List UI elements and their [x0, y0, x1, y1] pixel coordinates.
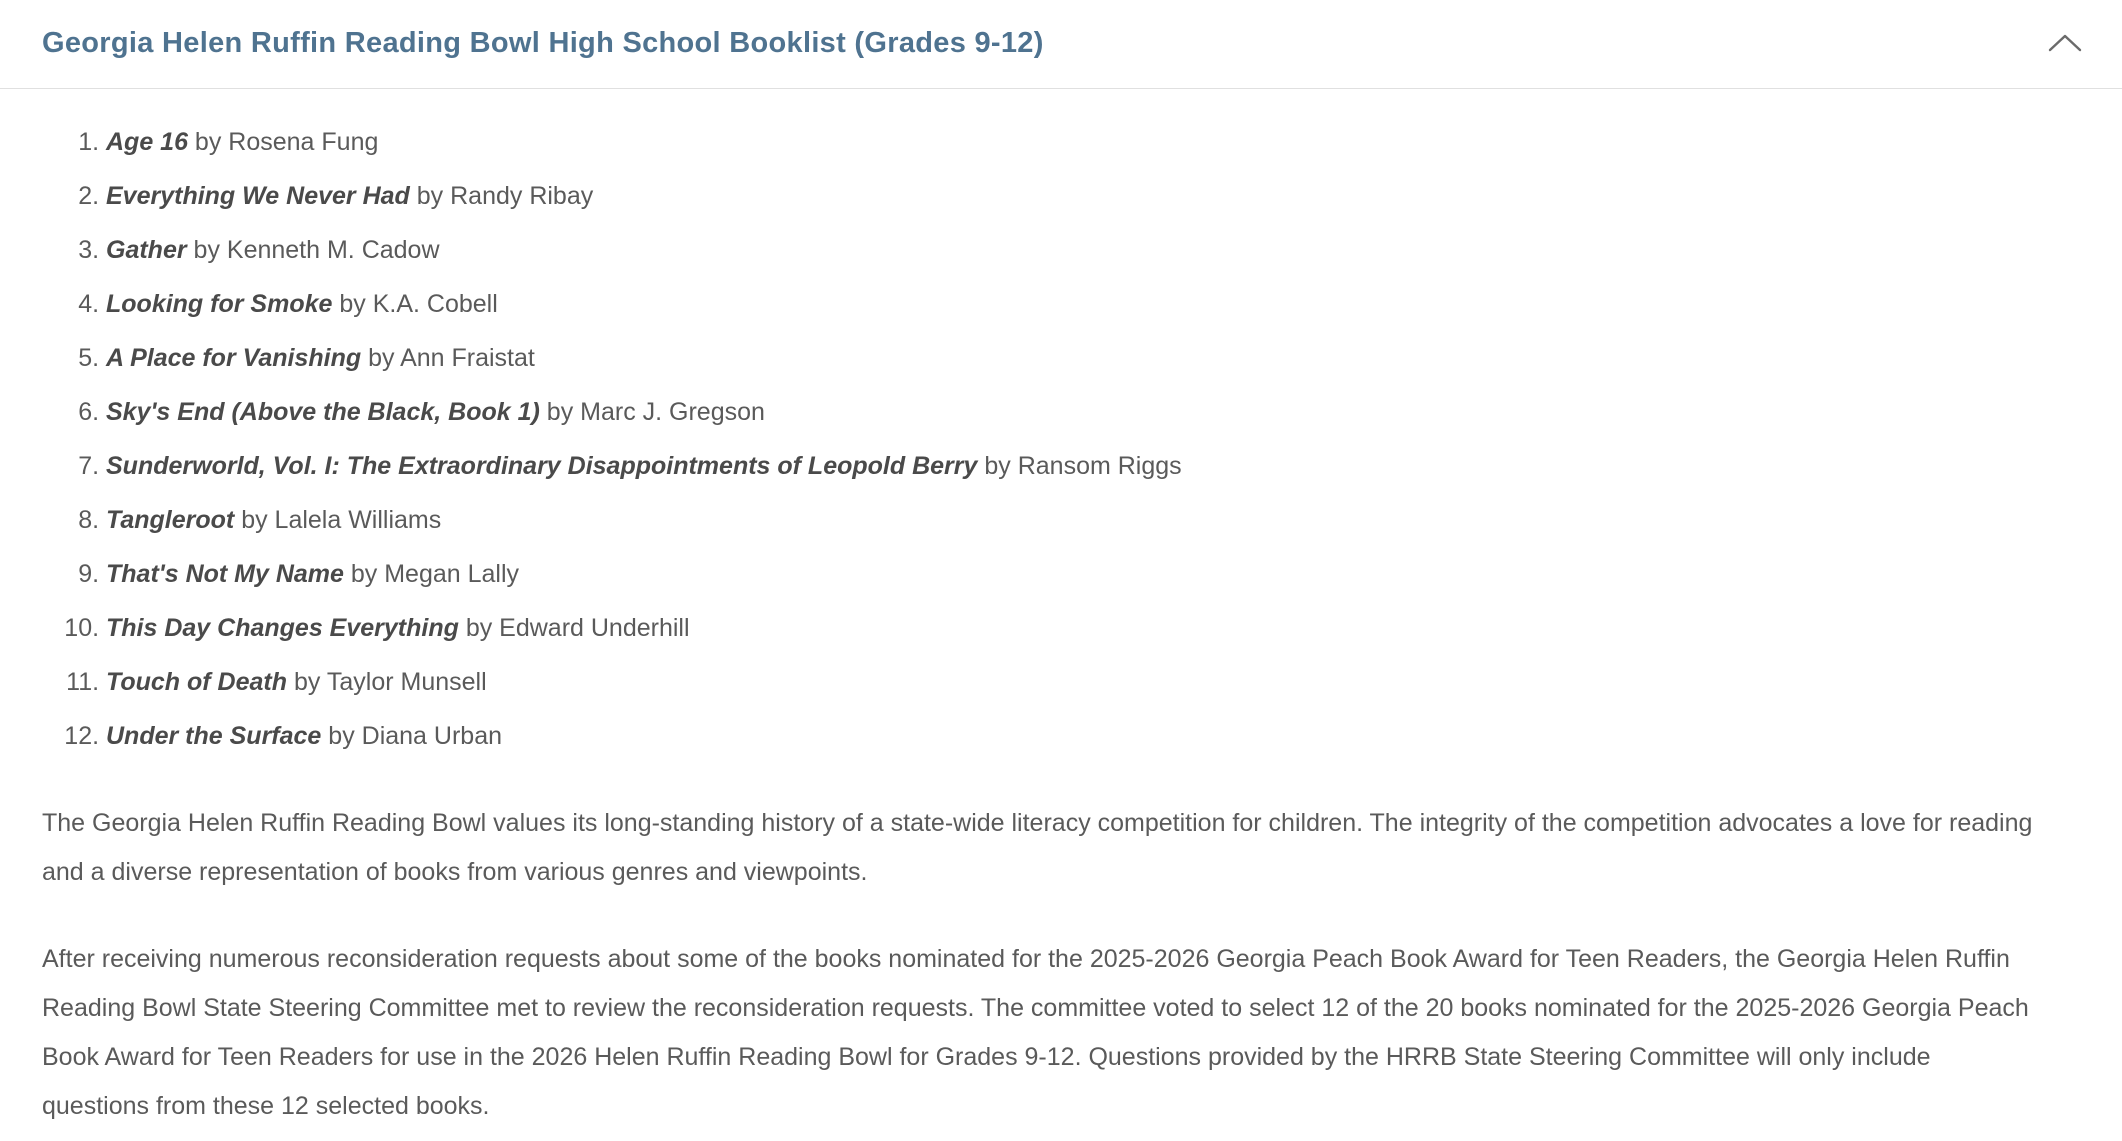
book-author: by Diana Urban [321, 722, 502, 750]
list-item [106, 331, 2080, 385]
book-author: by Edward Underhill [458, 614, 690, 642]
book-title: Sunderworld, Vol. I: The Extraordinary Disappointments of Leopold Berry [106, 452, 978, 480]
book-author: by K.A. Cobell [332, 290, 498, 318]
book-title: Age 16 [106, 128, 188, 156]
chevron-up-icon [2048, 33, 2082, 53]
list-item [106, 439, 2080, 493]
book-title: Sky's End (Above the Black, Book 1) [106, 398, 540, 426]
book-title: That's Not My Name [106, 560, 344, 588]
book-author: by Ann Fraistat [361, 344, 535, 372]
book-author: by Rosena Fung [187, 128, 379, 156]
book-author: by Lalela Williams [234, 506, 442, 534]
book-author: by Megan Lally [343, 560, 520, 588]
list-item [106, 385, 2080, 439]
list-item [106, 169, 2080, 223]
list-item [106, 115, 2080, 169]
book-title: Everything We Never Had [106, 182, 410, 210]
panel-header[interactable] [0, 0, 2122, 89]
list-item [106, 277, 2080, 331]
booklist [42, 115, 2080, 763]
panel-body [0, 89, 2122, 1141]
intro-paragraph: The Georgia Helen Ruffin Reading Bowl values its long-standing history of a state-wide literacy competition for children. The integrity of the competition advocates a love for reading and a diverse representation of books from various genres and viewpoints. [42, 809, 2033, 886]
book-title: Looking for Smoke [106, 290, 333, 318]
book-title: Under the Surface [106, 722, 322, 750]
committee-paragraph: After receiving numerous reconsideration requests about some of the books nominated for the 2025-2026 Georgia Peach Book Award for Teen Readers, the Georgia Helen Ruffin Reading Bowl State Steering Committee met to review the reconsideration requests. The committee voted to select 12 of the 20 books nominated for the 2025-2026 Georgia Peach Book Award for Teen Readers for use in the 2026 Helen Ruffin Reading Bowl for Grades 9-12. Questions provided by the HRRB State Steering Committee will only include questions from these 12 selected books. [42, 945, 2029, 1120]
book-author: by Randy Ribay [409, 182, 594, 210]
page-title: Georgia Helen Ruffin Reading Bowl High School Booklist (Grades 9-12) [42, 26, 1044, 59]
book-author: by Ransom Riggs [977, 452, 1182, 480]
book-author: by Kenneth M. Cadow [186, 236, 440, 264]
book-author: by Taylor Munsell [287, 668, 487, 696]
list-item [106, 547, 2080, 601]
intro-paragraph-block [42, 799, 2080, 897]
book-title: Touch of Death [106, 668, 288, 696]
collapse-toggle-button[interactable] [2042, 20, 2088, 66]
book-title: A Place for Vanishing [106, 344, 362, 372]
book-author: by Marc J. Gregson [539, 398, 765, 426]
committee-paragraph-block [42, 935, 2080, 1131]
list-item [106, 709, 2080, 763]
list-item [106, 655, 2080, 709]
list-item [106, 223, 2080, 277]
book-title: Tangleroot [106, 506, 235, 534]
list-item [106, 601, 2080, 655]
book-title: This Day Changes Everything [106, 614, 459, 642]
book-title: Gather [106, 236, 187, 264]
list-item [106, 493, 2080, 547]
